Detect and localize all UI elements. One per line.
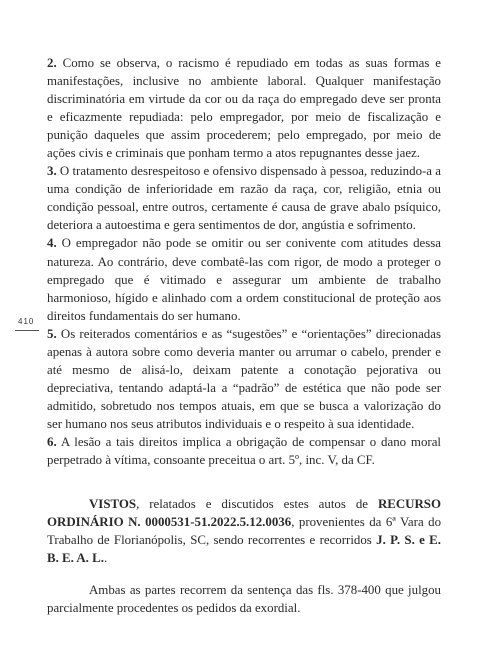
item-number: 3. — [47, 164, 57, 179]
item-number: 6. — [47, 434, 57, 449]
item-text: O tratamento desrespeitoso e ofensivo dispensado à pessoa, reduzindo-a a uma condição de inferioridade em razão da raça, cor, religião, etnia ou condição pessoal, entre outros, certamente é causa de grave abalo psíquico, deteriora a autoestima e gera sentimentos de dor, angústia e sofrimento. — [47, 164, 441, 233]
summary-item-3 — [47, 162, 441, 234]
summary-item-5 — [47, 325, 441, 433]
summary-item-2 — [47, 54, 441, 162]
summary-item-6 — [47, 433, 441, 469]
vistos-paragraph — [47, 495, 441, 567]
summary-item-4 — [47, 234, 441, 324]
document-body — [47, 54, 441, 630]
vistos-text-2: , provenientes da 6ª Vara do Trabalho de Florianópolis, SC, sendo recorrentes e recorridos — [47, 515, 442, 548]
item-text: O empregador não pode se omitir ou ser conivente com atitudes dessa natureza. Ao contrário, deve combatê-las com rigor, de modo a proteger o empregado que é vitimado e assegurar um ambiente de trabalho harmonioso, hígido e alinhado com a ordem constitucional de proteção aos direitos fundamentais do ser humano. — [47, 236, 441, 323]
vistos-text-1: , relatados e discutidos estes autos de — [136, 497, 378, 512]
parties-initials: J. P. S. e E. B. E. A. L. — [47, 533, 441, 566]
item-text: Os reiterados comentários e as “sugestões” e “orientações” direcionadas apenas à autora sobre como deveria manter ou arrumar o cabelo, prender e até mesmo de alisá-lo, deixam patente a conotação pejorativa ou depreciativa, tentando adaptá-la a “padrão” de estética que não pode ser admitido, sobretudo nos tempos atuais, em que se busca a valorização do ser humano nos seus atributos individuais e o respeito à sua identidade. — [47, 326, 441, 431]
appeal-paragraph: Ambas as partes recorrem da sentença das fls. 378-400 que julgou parcialmente procedentes os pedidos da exordial. — [47, 583, 441, 616]
vistos-label: VISTOS — [89, 497, 137, 512]
vistos-text-3: . — [103, 551, 108, 566]
item-number: 2. — [47, 56, 57, 70]
page-number-rule — [15, 330, 39, 331]
item-number: 5. — [47, 326, 57, 341]
item-text: Como se observa, o racismo é repudiado em todas as suas formas e manifestações, inclusive no ambiente laboral. Qualquer manifestação discriminatória em virtude da cor ou da raça do empregado deve ser pronta e eficazmente repudiada: pelo empregador, por meio de fiscalização e punição daqueles que assim procederem; pelo empregado, por meio de ações civis e criminais que ponham termo a atos repugnantes desse jaez. — [47, 56, 441, 161]
page-number: 410 — [18, 317, 35, 326]
item-number: 4. — [47, 236, 57, 251]
item-text: A lesão a tais direitos implica a obrigação de compensar o dano moral perpetrado à vítima, consoante preceitua o art. 5º, inc. V, da CF. — [47, 434, 442, 468]
case-number: RECURSO ORDINÁRIO N. 0000531-51.2022.5.12.0036 — [47, 497, 441, 530]
